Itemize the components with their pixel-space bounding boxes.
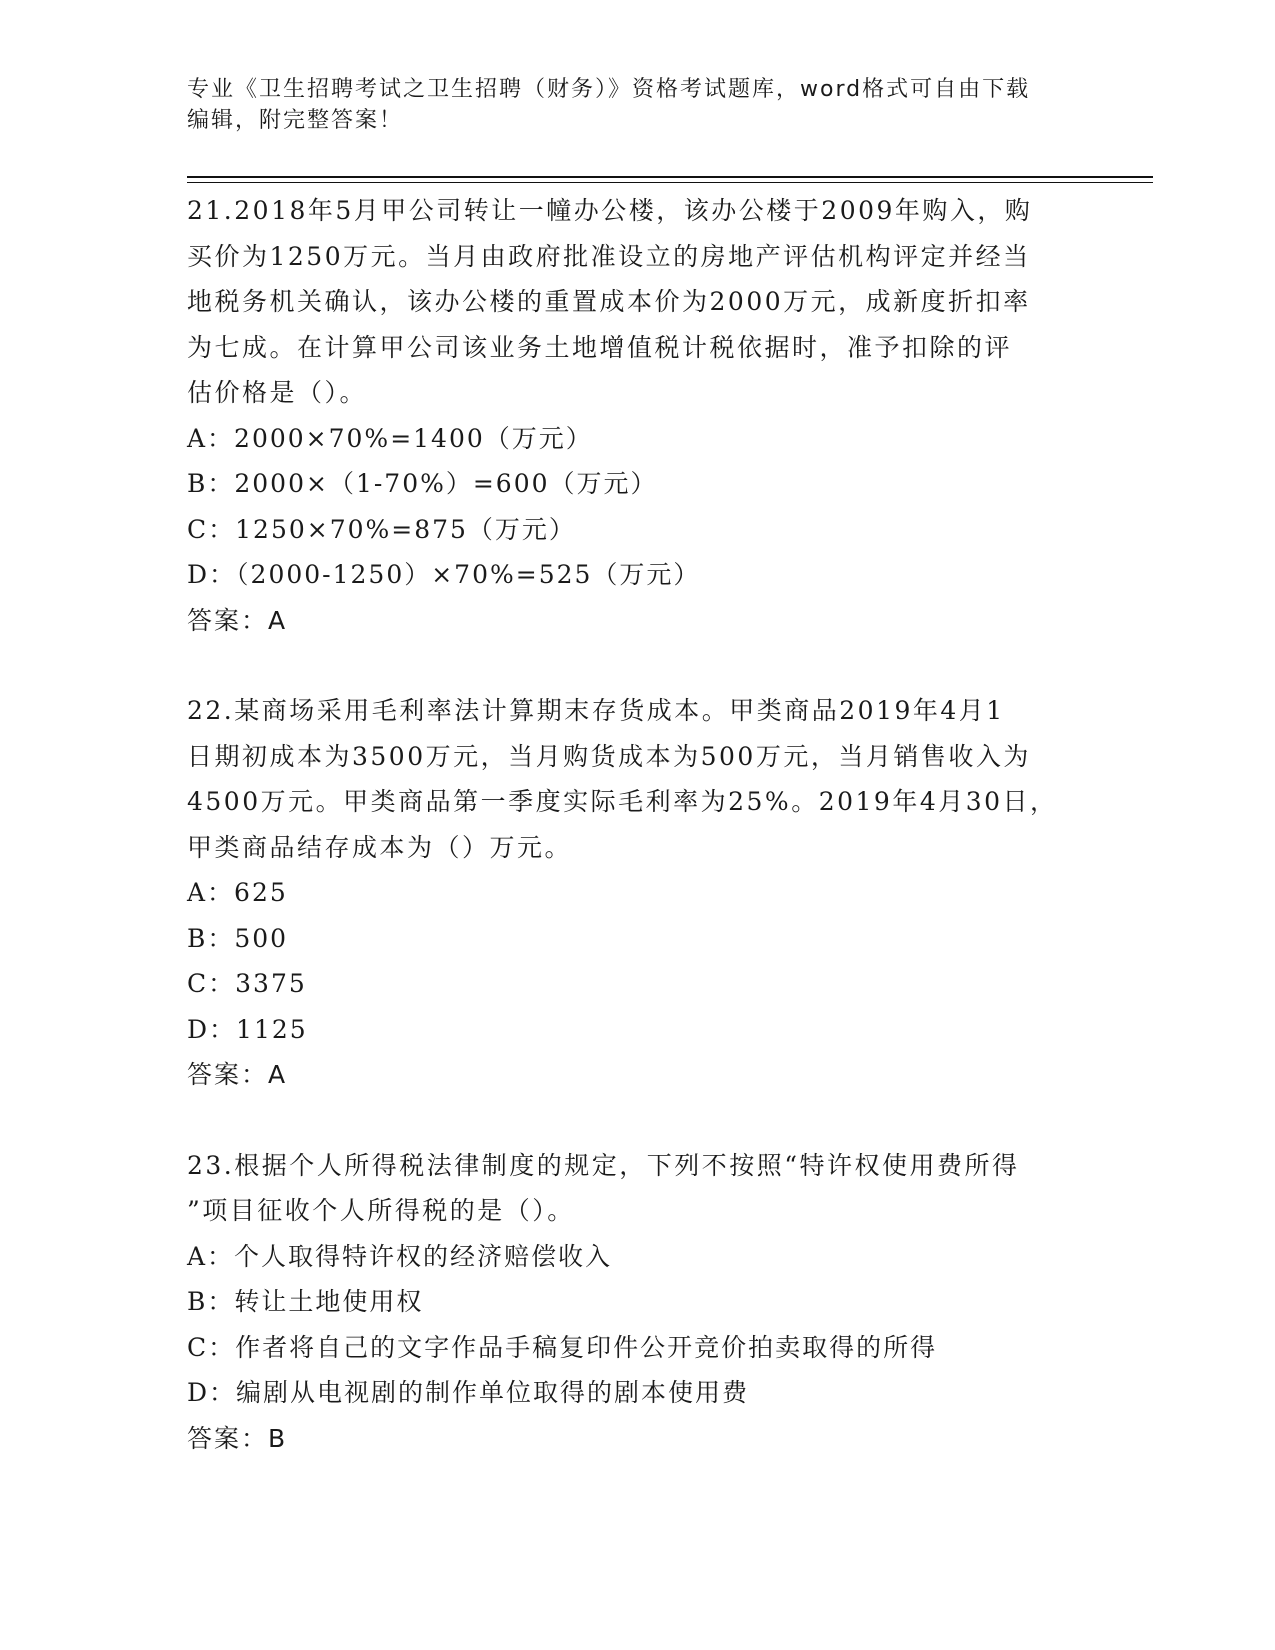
- header-divider-thick: [187, 176, 1153, 178]
- option-b: B：2000×（1-70%）=600（万元）: [187, 469, 658, 498]
- answer-line: 答案：A: [187, 1060, 288, 1089]
- option-a: A：个人取得特许权的经济赔偿收入: [187, 1241, 613, 1271]
- document-header: [187, 74, 1087, 136]
- header-line-2: 编辑，附完整答案！: [187, 108, 404, 133]
- question-stem-line: 为七成。在计算甲公司该业务土地增值税计税依据时，准予扣除的评: [187, 332, 1013, 362]
- question-23: [187, 1143, 1087, 1462]
- option-a: A：625: [187, 878, 288, 907]
- question-stem-line: 23.根据个人所得税法律制度的规定，下列不按照“特许权使用费所得: [187, 1150, 1020, 1180]
- question-stem-line: 22.某商场采用毛利率法计算期末存货成本。甲类商品2019年4月1: [187, 696, 1005, 725]
- header-divider-thin: [187, 182, 1153, 183]
- question-list: [187, 188, 1087, 1461]
- question-stem-line: 地税务机关确认，该办公楼的重置成本价为2000万元，成新度折扣率: [187, 287, 1031, 316]
- option-a: A：2000×70%=1400（万元）: [187, 423, 593, 453]
- option-d: D：1125: [187, 1014, 308, 1044]
- option-c: C：作者将自己的文字作品手稿复印件公开竞价拍卖取得的所得: [187, 1332, 938, 1362]
- question-22: [187, 688, 1087, 1098]
- question-spacer: [187, 643, 1087, 688]
- option-d: D：（2000-1250）×70%=525（万元）: [187, 560, 701, 589]
- answer-line: 答案：B: [187, 1423, 288, 1453]
- header-line-1: 专业《卫生招聘考试之卫生招聘（财务）》资格考试题库，word格式可自由下载: [187, 77, 1031, 102]
- question-stem-line: 21.2018年5月甲公司转让一幢办公楼，该办公楼于2009年购入，购: [187, 196, 1033, 225]
- question-stem-line: 买价为1250万元。当月由政府批准设立的房地产评估机构评定并经当: [187, 241, 1031, 271]
- question-spacer: [187, 1098, 1087, 1143]
- question-stem-line: 日期初成本为3500万元，当月购货成本为500万元，当月销售收入为: [187, 741, 1031, 771]
- question-21: [187, 188, 1087, 643]
- option-d: D：编剧从电视剧的制作单位取得的剧本使用费: [187, 1378, 750, 1407]
- question-stem-line: ”项目征收个人所得税的是（）。: [187, 1196, 575, 1225]
- option-b: B：500: [187, 923, 289, 953]
- question-stem-line: 甲类商品结存成本为（）万元。: [187, 832, 573, 862]
- question-stem-line: 估价格是（）。: [187, 378, 368, 407]
- option-c: C：1250×70%=875（万元）: [187, 514, 576, 544]
- option-b: B：转让土地使用权: [187, 1287, 424, 1316]
- option-c: C：3375: [187, 969, 307, 998]
- answer-line: 答案：A: [187, 605, 288, 635]
- question-stem-line: 4500万元。甲类商品第一季度实际毛利率为25%。2019年4月30日，: [187, 787, 1058, 816]
